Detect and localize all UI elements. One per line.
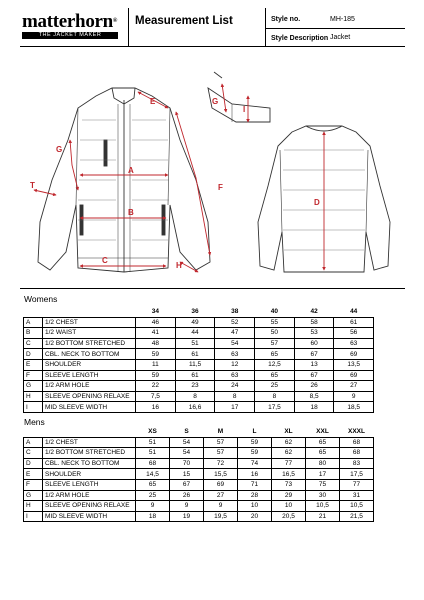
measure-value: 16,6	[175, 402, 215, 413]
measure-value: 65	[306, 448, 340, 459]
table-row	[24, 381, 374, 392]
measure-value: 67	[294, 370, 334, 381]
measure-value: 31	[340, 490, 374, 501]
size-header: 40	[255, 307, 295, 317]
measure-name: 1/2 ARM HOLE	[43, 490, 136, 501]
label-g: G	[56, 145, 63, 154]
measure-value: 18	[294, 402, 334, 413]
measure-value: 57	[255, 338, 295, 349]
size-header: S	[170, 427, 204, 437]
measure-code: F	[24, 479, 43, 490]
measure-name: SHOULDER	[43, 469, 136, 480]
measure-value: 49	[175, 317, 215, 328]
size-header: 34	[136, 307, 176, 317]
measure-value: 57	[204, 437, 238, 448]
measure-value: 9	[170, 501, 204, 512]
measure-value: 69	[204, 479, 238, 490]
measure-name: SLEEVE OPENING RELAXE	[43, 501, 136, 512]
womens-title: Womens	[24, 294, 58, 304]
measure-name: MID SLEEVE WIDTH	[43, 402, 136, 413]
measure-value: 57	[204, 448, 238, 459]
measure-name: 1/2 CHEST	[43, 317, 136, 328]
measure-value: 58	[294, 317, 334, 328]
measure-value: 72	[204, 458, 238, 469]
measure-value: 25	[255, 381, 295, 392]
measure-code: D	[24, 458, 43, 469]
measure-value: 16	[238, 469, 272, 480]
measure-value: 11	[136, 359, 176, 370]
table-row	[24, 338, 374, 349]
label-a: A	[128, 166, 134, 175]
measure-value: 16	[136, 402, 176, 413]
table-row	[24, 359, 374, 370]
measure-value: 62	[272, 437, 306, 448]
table-header-row	[24, 427, 374, 437]
measure-value: 65	[306, 437, 340, 448]
label-t: T	[30, 181, 35, 190]
table-header-row	[24, 307, 374, 317]
measure-code: G	[24, 381, 43, 392]
measure-value: 7,5	[136, 391, 176, 402]
measure-value: 8	[255, 391, 295, 402]
measure-value: 61	[334, 317, 374, 328]
measure-value: 21,5	[340, 511, 374, 522]
measure-code: I	[24, 511, 43, 522]
measure-value: 13,5	[334, 359, 374, 370]
measure-value: 19,5	[204, 511, 238, 522]
size-header: M	[204, 427, 238, 437]
table-row	[24, 490, 374, 501]
measure-value: 14,5	[136, 469, 170, 480]
measure-value: 51	[136, 448, 170, 459]
measure-value: 77	[272, 458, 306, 469]
measure-value: 59	[238, 448, 272, 459]
measure-value: 24	[215, 381, 255, 392]
measure-name: MID SLEEVE WIDTH	[43, 511, 136, 522]
brand-name: matterhorn	[22, 11, 113, 32]
label-b: B	[128, 208, 134, 217]
measure-value: 51	[175, 338, 215, 349]
measure-value: 50	[255, 328, 295, 339]
measure-value: 12	[215, 359, 255, 370]
style-no-label: Style no.	[271, 16, 301, 23]
measure-name: CBL. NECK TO BOTTOM	[43, 458, 136, 469]
brand-tagline: THE JACKET MAKER	[22, 32, 118, 39]
measure-value: 17	[215, 402, 255, 413]
label-h: H	[176, 261, 182, 270]
measure-value: 8	[215, 391, 255, 402]
measure-value: 18	[136, 511, 170, 522]
measure-name: CBL. NECK TO BOTTOM	[43, 349, 136, 360]
table-row	[24, 511, 374, 522]
measure-value: 26	[170, 490, 204, 501]
measure-code: A	[24, 437, 43, 448]
label-d: D	[314, 198, 320, 207]
measure-value: 69	[334, 349, 374, 360]
measure-value: 15	[170, 469, 204, 480]
label-i: I	[243, 105, 246, 114]
measure-value: 83	[340, 458, 374, 469]
measure-name: 1/2 ARM HOLE	[43, 381, 136, 392]
measure-value: 10	[272, 501, 306, 512]
measure-code: E	[24, 359, 43, 370]
measure-value: 9	[334, 391, 374, 402]
measure-name: 1/2 CHEST	[43, 437, 136, 448]
measure-code: H	[24, 501, 43, 512]
size-header: 42	[294, 307, 334, 317]
style-description-label: Style Description	[271, 35, 329, 42]
measure-value: 48	[136, 338, 176, 349]
page-title: Measurement List	[135, 15, 233, 27]
measure-name: 1/2 BOTTOM STRETCHED	[43, 338, 136, 349]
measure-value: 28	[238, 490, 272, 501]
measure-value: 80	[306, 458, 340, 469]
measure-value: 10,5	[306, 501, 340, 512]
mens-size-table	[23, 427, 374, 522]
measure-value: 11,5	[175, 359, 215, 370]
table-row	[24, 458, 374, 469]
measure-value: 26	[294, 381, 334, 392]
measure-value: 17,5	[340, 469, 374, 480]
measure-code: E	[24, 469, 43, 480]
measure-value: 61	[175, 349, 215, 360]
measure-value: 63	[215, 370, 255, 381]
measure-value: 10,5	[340, 501, 374, 512]
measure-value: 27	[334, 381, 374, 392]
measure-value: 30	[306, 490, 340, 501]
table-row	[24, 317, 374, 328]
measure-value: 44	[175, 328, 215, 339]
measure-value: 12,5	[255, 359, 295, 370]
measure-value: 52	[215, 317, 255, 328]
size-header: XS	[136, 427, 170, 437]
table-row	[24, 391, 374, 402]
measure-value: 74	[238, 458, 272, 469]
measure-value: 63	[215, 349, 255, 360]
measure-value: 25	[136, 490, 170, 501]
measure-value: 54	[215, 338, 255, 349]
table-row	[24, 370, 374, 381]
measure-value: 22	[136, 381, 176, 392]
measure-value: 56	[334, 328, 374, 339]
measure-value: 13	[294, 359, 334, 370]
measure-value: 63	[334, 338, 374, 349]
measure-name: SHOULDER	[43, 359, 136, 370]
measure-value: 67	[294, 349, 334, 360]
size-header: XXXL	[340, 427, 374, 437]
table-row	[24, 349, 374, 360]
measure-value: 73	[272, 479, 306, 490]
measure-value: 29	[272, 490, 306, 501]
style-description-value: Jacket	[330, 34, 351, 41]
measure-value: 54	[170, 437, 204, 448]
measure-value: 77	[340, 479, 374, 490]
measure-value: 54	[170, 448, 204, 459]
measure-code: D	[24, 349, 43, 360]
measure-value: 53	[294, 328, 334, 339]
measure-code: A	[24, 317, 43, 328]
measure-code: B	[24, 328, 43, 339]
size-header: 44	[334, 307, 374, 317]
size-header: 38	[215, 307, 255, 317]
table-row	[24, 328, 374, 339]
size-header: XL	[272, 427, 306, 437]
measure-value: 15,5	[204, 469, 238, 480]
measure-value: 60	[294, 338, 334, 349]
style-no-value: MH-185	[330, 16, 355, 23]
measure-value: 65	[255, 349, 295, 360]
drawing-bottom-rule	[20, 288, 405, 289]
measure-value: 47	[215, 328, 255, 339]
measure-name: 1/2 BOTTOM STRETCHED	[43, 448, 136, 459]
table-row	[24, 402, 374, 413]
measure-value: 23	[175, 381, 215, 392]
table-row	[24, 448, 374, 459]
measure-value: 61	[175, 370, 215, 381]
measure-name: 1/2 WAIST	[43, 328, 136, 339]
measure-code: C	[24, 338, 43, 349]
measure-value: 59	[238, 437, 272, 448]
measure-value: 67	[170, 479, 204, 490]
measure-value: 71	[238, 479, 272, 490]
label-f: F	[218, 183, 223, 192]
measure-value: 55	[255, 317, 295, 328]
table-row	[24, 469, 374, 480]
measure-value: 46	[136, 317, 176, 328]
measure-value: 65	[255, 370, 295, 381]
measure-value: 70	[170, 458, 204, 469]
mens-title: Mens	[24, 417, 45, 427]
measure-code: H	[24, 391, 43, 402]
measure-value: 8,5	[294, 391, 334, 402]
measure-value: 8	[175, 391, 215, 402]
measure-code: G	[24, 490, 43, 501]
measure-name: SLEEVE LENGTH	[43, 370, 136, 381]
front-jacket-drawing	[38, 88, 210, 272]
label-e: E	[150, 97, 156, 106]
measure-value: 59	[136, 349, 176, 360]
measure-value: 69	[334, 370, 374, 381]
measure-value: 51	[136, 437, 170, 448]
label-g-sleeve: G	[212, 97, 219, 106]
size-header: XXL	[306, 427, 340, 437]
measure-value: 9	[136, 501, 170, 512]
measure-value: 65	[136, 479, 170, 490]
measure-value: 18,5	[334, 402, 374, 413]
measure-value: 10	[238, 501, 272, 512]
measure-value: 59	[136, 370, 176, 381]
table-row	[24, 479, 374, 490]
measure-value: 41	[136, 328, 176, 339]
measure-name: SLEEVE LENGTH	[43, 479, 136, 490]
measure-code: I	[24, 402, 43, 413]
measure-value: 75	[306, 479, 340, 490]
measure-value: 19	[170, 511, 204, 522]
measure-value: 17,5	[255, 402, 295, 413]
measure-value: 68	[340, 437, 374, 448]
measure-value: 20,5	[272, 511, 306, 522]
measure-value: 68	[340, 448, 374, 459]
measure-value: 16,5	[272, 469, 306, 480]
label-c: C	[102, 256, 108, 265]
measure-code: F	[24, 370, 43, 381]
mens-table-body	[24, 437, 374, 522]
measure-value: 21	[306, 511, 340, 522]
registered-mark: ®	[112, 18, 118, 24]
measure-value: 20	[238, 511, 272, 522]
measure-code: C	[24, 448, 43, 459]
measure-value: 27	[204, 490, 238, 501]
size-header: L	[238, 427, 272, 437]
measure-value: 17	[306, 469, 340, 480]
measure-value: 9	[204, 501, 238, 512]
measure-value: 68	[136, 458, 170, 469]
measure-name: SLEEVE OPENING RELAXE	[43, 391, 136, 402]
womens-table-body	[24, 317, 374, 412]
size-header: 36	[175, 307, 215, 317]
table-row	[24, 501, 374, 512]
measure-value: 62	[272, 448, 306, 459]
table-row	[24, 437, 374, 448]
womens-size-table	[23, 307, 374, 413]
